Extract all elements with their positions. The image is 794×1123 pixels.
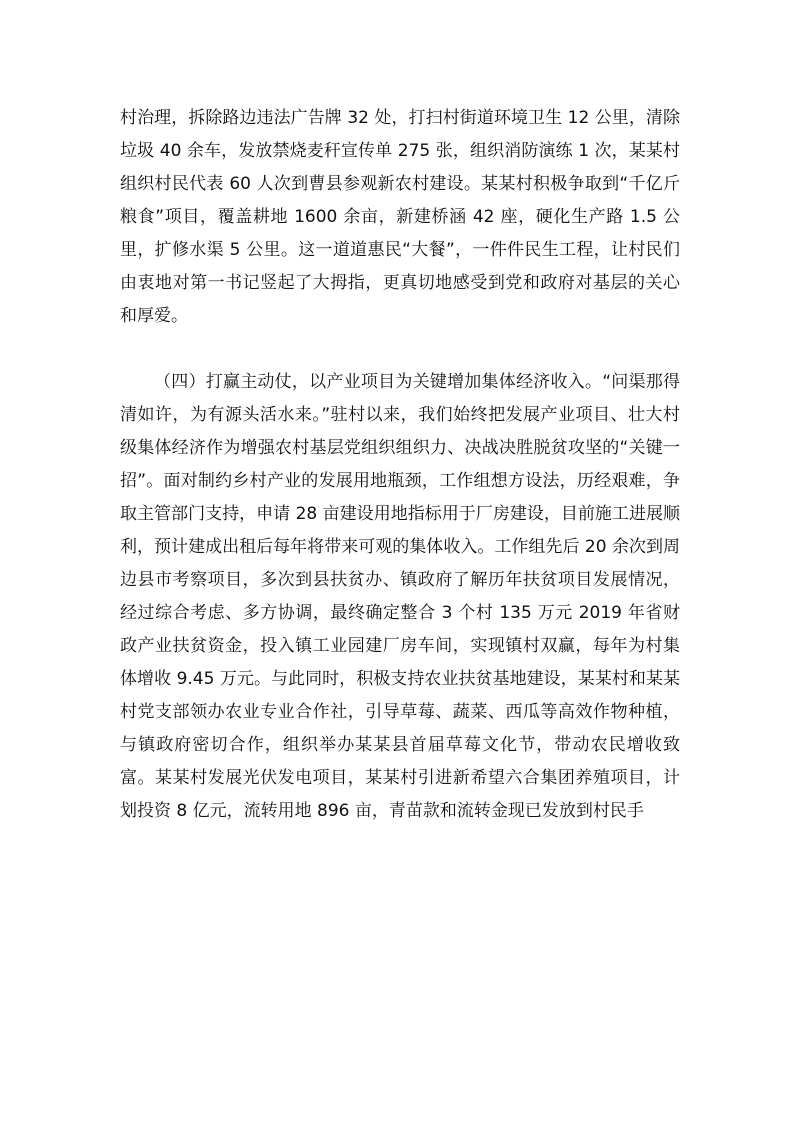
document-body bbox=[120, 102, 680, 828]
paragraph-village-governance: 村治理，拆除路边违法广告牌 32 处，打扫村街道环境卫生 12 公里，清除垃圾 40 余车，发放禁烧麦秆宣传单 275 张，组织消防演练 1 次，某某村组织村民代表 60 人次到曹县参观新农村建设。某某村积极争取到“千亿斤粮食”项目，覆盖耕地 1600 余亩，新建桥涵 42 座，硬化生产路 1.5 公里，扩修水渠 5 公里。这一道道惠民“大餐”，一件件民生工程，让村民们由衷地对第一书记竖起了大拇指，更真切地感受到党和政府对基层的关心和厚爱。 bbox=[120, 108, 680, 326]
paragraph-industry-projects: （四）打赢主动仗，以产业项目为关键增加集体经济收入。“问渠那得清如许，为有源头活水来。”驻村以来，我们始终把发展产业项目、壮大村级集体经济作为增强农村基层党组织组织力、决战决胜脱贫攻坚的“关键一招”。面对制约乡村产业的发展用地瓶颈，工作组想方设法，历经艰难，争取主管部门支持，申请 28 亩建设用地指标用于厂房建设，目前施工进展顺利，预计建成出租后每年将带来可观的集体收入。工作组先后 20 余次到周边县市考察项目，多次到县扶贫办、镇政府了解历年扶贫项目发展情况，经过综合考虑、多方协调，最终确定整合 3 个村 135 万元 2019 年省财政产业扶贫资金，投入镇工业园建厂房车间，实现镇村双赢，每年为村集体增收 9.45 万元。与此同时，积极支持农业扶贫基地建设，某某村和某某村党支部领办农业专业合作社，引导草莓、蔬菜、西瓜等高效作物种植，与镇政府密切合作，组织举办某某县首届草莓文化节，带动农民增收致富。某某村发展光伏发电项目，某某村引进新希望六合集团养殖项目，计划投资 8 亿元，流转用地 896 亩，青苗款和流转金现已发放到村民手 bbox=[120, 372, 680, 821]
